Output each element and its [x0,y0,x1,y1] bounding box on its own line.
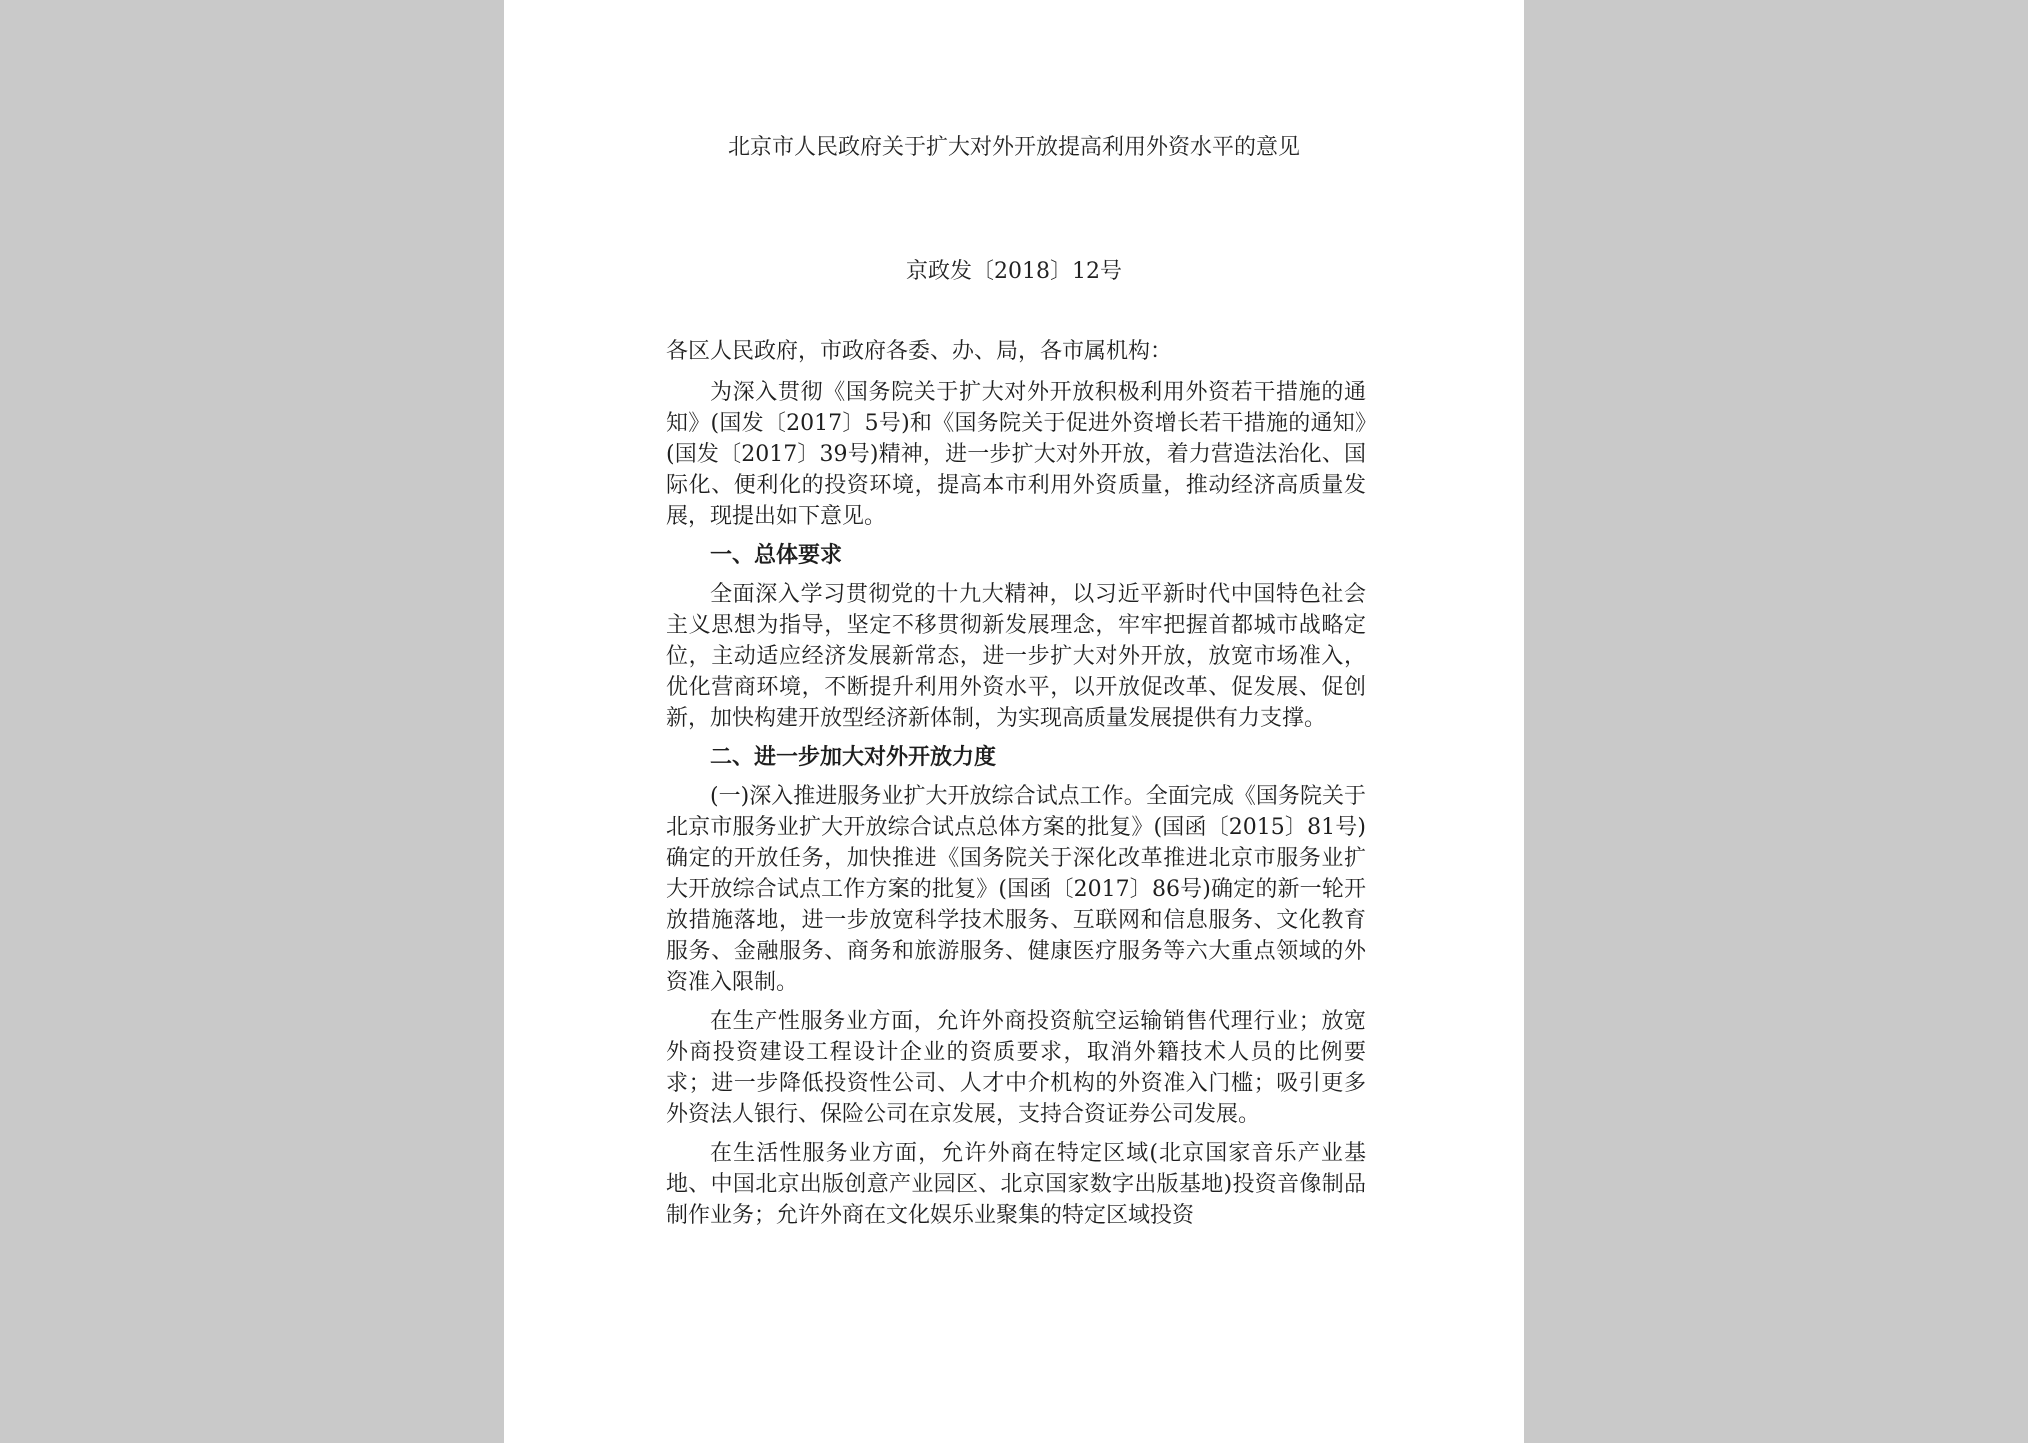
section-heading-1: 一、总体要求 [710,543,843,568]
paragraph-intro: 为深入贯彻《国务院关于扩大对外开放积极利用外资若干措施的通知》(国发〔2017〕5号)和《国务院关于促进外资增长若干措施的通知》(国发〔2017〕39号)精神，进一步扩大对外开放，着力营造法治化、国际化、便利化的投资环境，提高本市利用外资质量，推动经济高质量发展，现提出如下意见。 [666,380,1366,529]
paragraph-consumer-services: 在生活性服务业方面，允许外商在特定区域(北京国家音乐产业基地、中国北京出版创意产业园区、北京国家数字出版基地)投资音像制品制作业务；允许外商在文化娱乐业聚集的特定区域投资 [666,1141,1366,1228]
document-number: 京政发〔2018〕12号 [906,259,1122,284]
salutation: 各区人民政府，市政府各委、办、局，各市属机构： [666,339,1173,364]
document-body [666,336,1366,1239]
paragraph-general: 全面深入学习贯彻党的十九大精神，以习近平新时代中国特色社会主义思想为指导，坚定不移贯彻新发展理念，牢牢把握首都城市战略定位，主动适应经济发展新常态，进一步扩大对外开放，放宽市场准入，优化营商环境，不断提升利用外资水平，以开放促改革、促发展、促创新，加快构建开放型经济新体制，为实现高质量发展提供有力支撑。 [666,582,1366,731]
document-page [504,0,1524,1443]
document-title: 北京市人民政府关于扩大对外开放提高利用外资水平的意见 [727,135,1300,160]
paragraph-producer-services: 在生产性服务业方面，允许外商投资航空运输销售代理行业；放宽外商投资建设工程设计企业的资质要求，取消外籍技术人员的比例要求；进一步降低投资性公司、人才中介机构的外资准入门槛；吸引更多外资法人银行、保险公司在京发展，支持合资证券公司发展。 [666,1009,1366,1127]
paragraph-item-1: (一)深入推进服务业扩大开放综合试点工作。全面完成《国务院关于北京市服务业扩大开放综合试点总体方案的批复》(国函〔2015〕81号)确定的开放任务，加快推进《国务院关于深化改革推进北京市服务业扩大开放综合试点工作方案的批复》(国函〔2017〕86号)确定的新一轮开放措施落地，进一步放宽科学技术服务、互联网和信息服务、文化教育服务、金融服务、商务和旅游服务、健康医疗服务等六大重点领域的外资准入限制。 [666,784,1366,995]
section-heading-2: 二、进一步加大对外开放力度 [710,745,997,770]
